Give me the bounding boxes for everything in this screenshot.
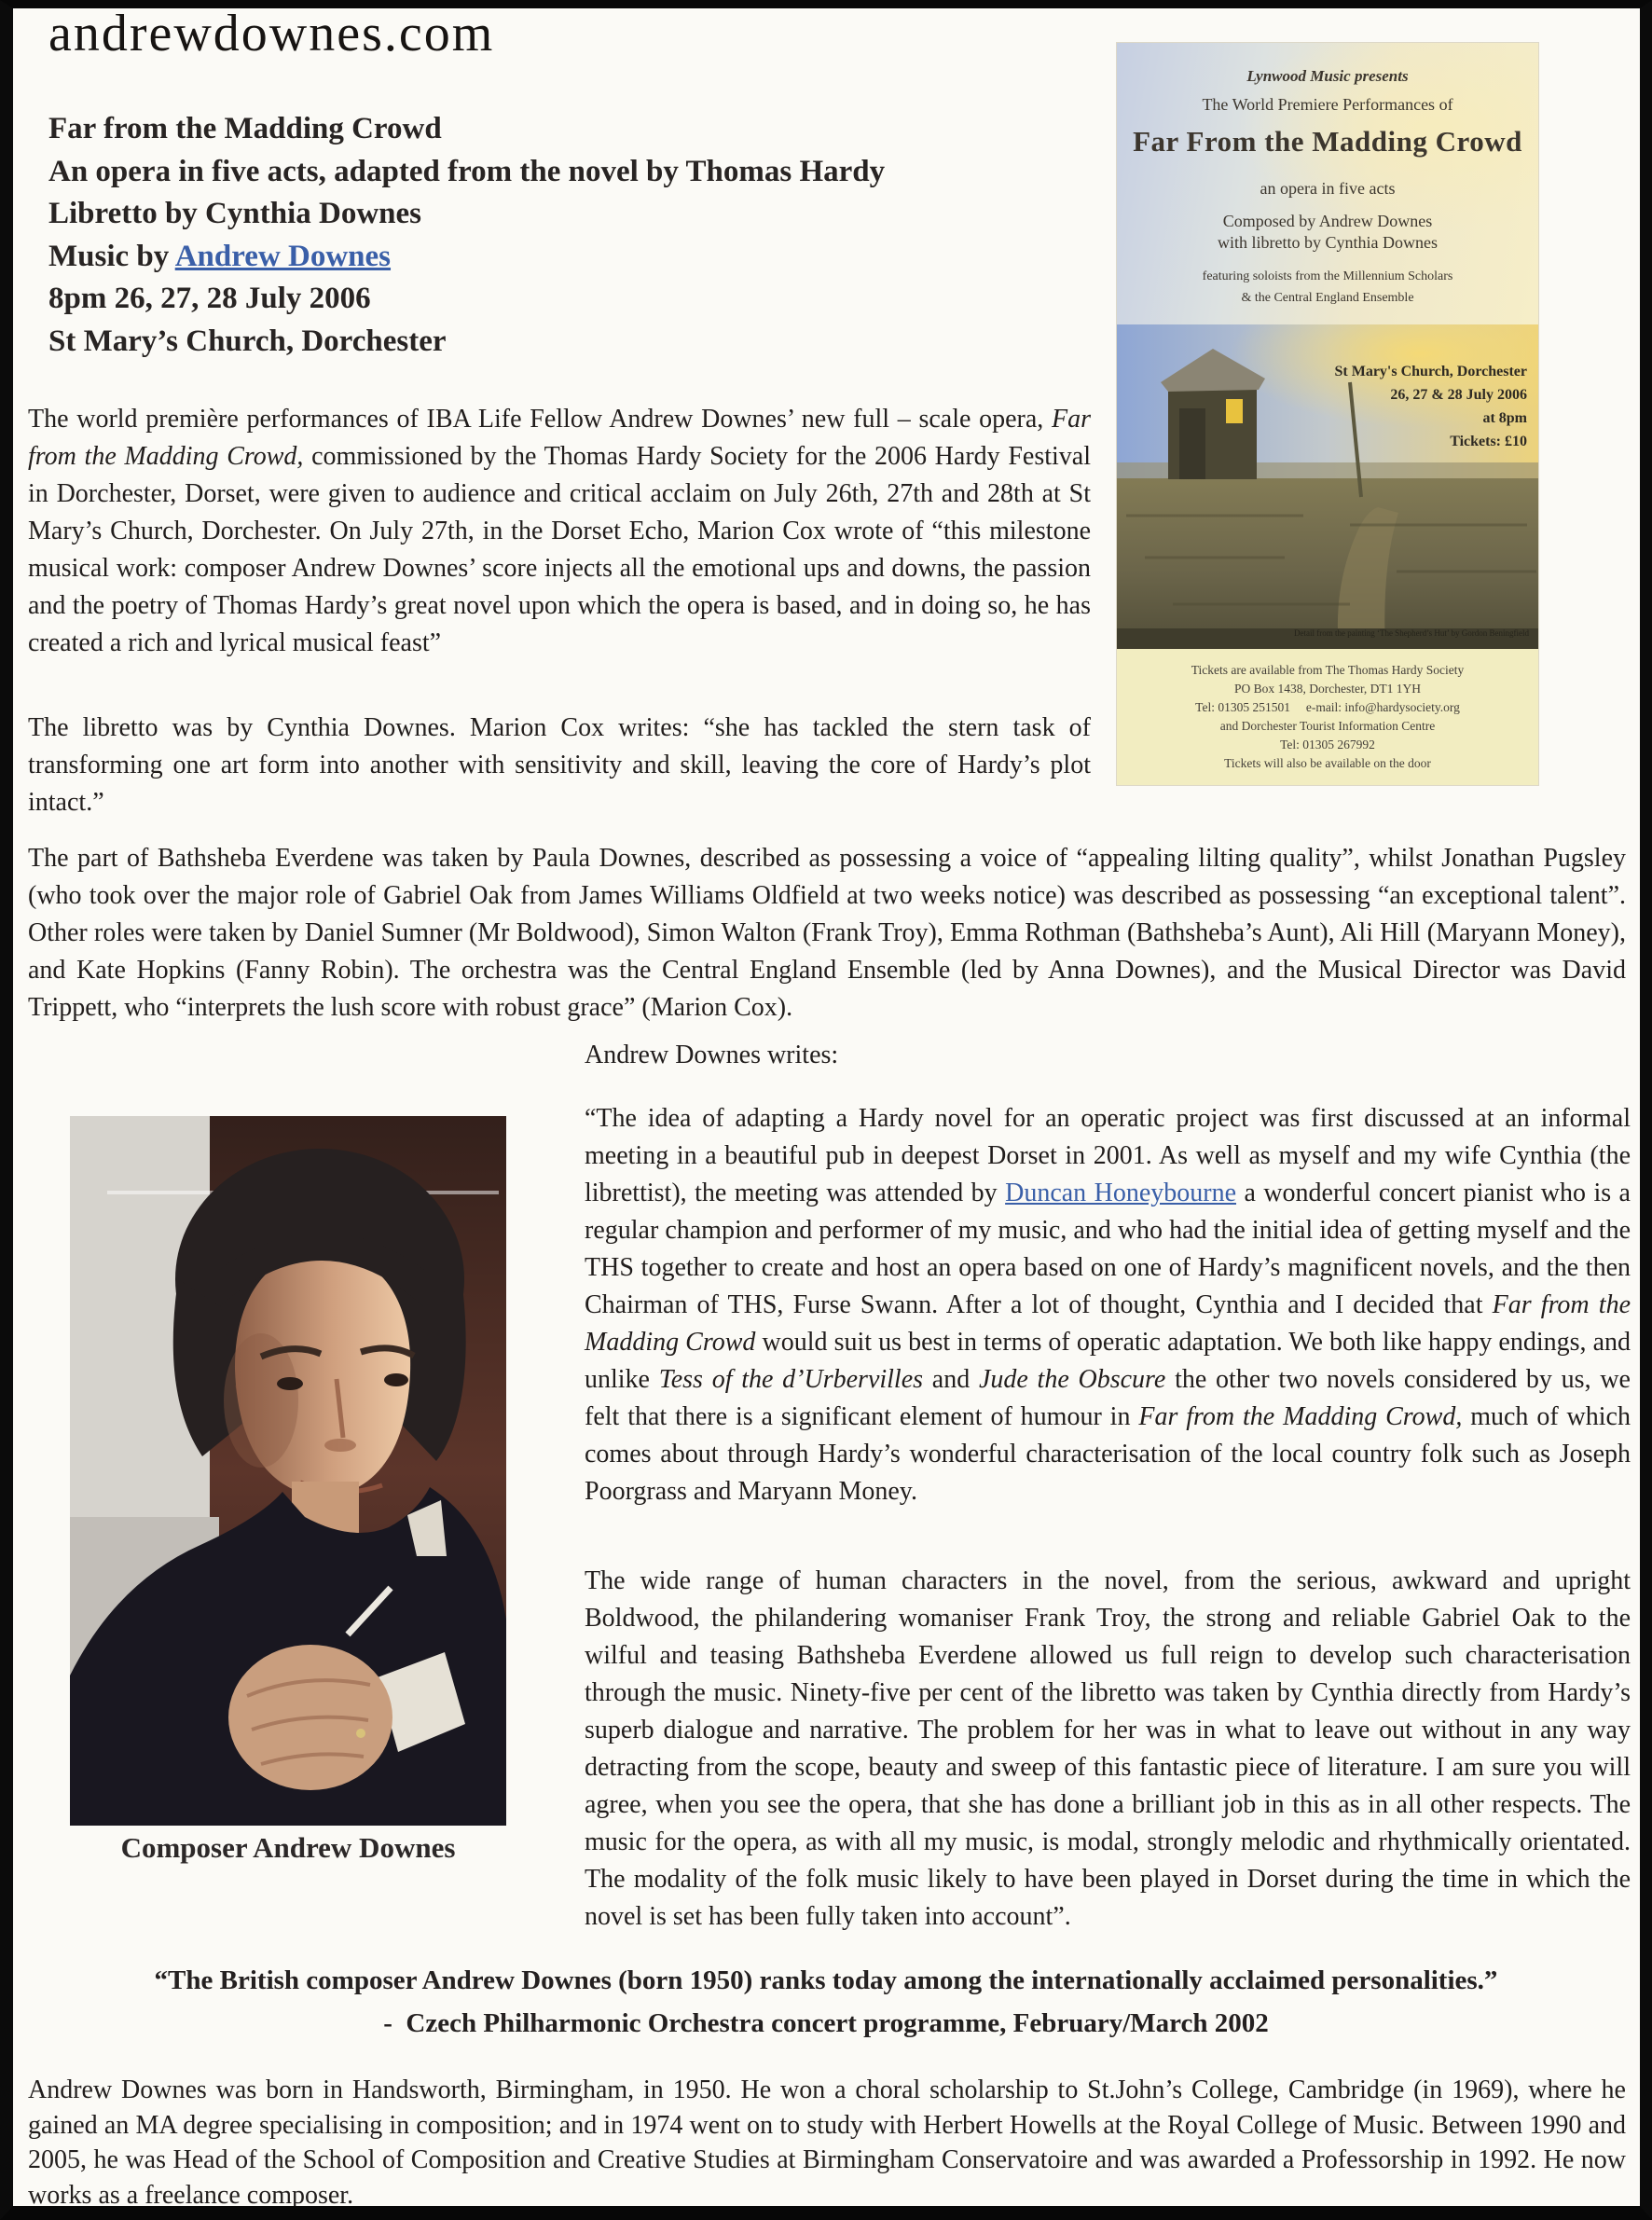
ticket-info-line: and Dorchester Tourist Information Centre	[1219, 719, 1436, 733]
cast-paragraph: The part of Bathsheba Everdene was taken by Paula Downes, described as possessing a voice of “appealing lilting quality”, whilst Jonathan Pugsley (who took over the major role of Gabriel Oak from James Williams Oldfield at two weeks notice) was described as possessing “an exceptional talent”. Other roles were taken by Daniel Sumner (Mr Boldwood), Simon Walton (Frank Troy), Emma Rothman (Bathsheba’s Aunt), Ali Hill (Maryann Money), and Kate Hopkins (Fanny Robin). The orchestra was the Central England Ensemble (led by Anna Downes), and the Musical Director was David Trippett, who “interprets the lush score with robust grace” (Marion Cox).	[28, 844, 1626, 1022]
intro-paragraph-1	[28, 401, 1091, 662]
text-segment: Jude the Obscure	[978, 1365, 1166, 1394]
libretto-credit: Libretto by Cynthia Downes	[48, 197, 422, 230]
poster-title: Far From the Madding Crowd	[1133, 125, 1522, 158]
poster-painting-credit: Detail from the painting ‘The Shepherd’s Hut’ by Gordon Beningfield	[1293, 628, 1529, 638]
text-segment: Tess of the d’Urbervilles	[658, 1365, 924, 1394]
text-segment: a wonderful concert pianist who is a regular champion and performer of my music, and who had the initial idea of getting myself and the THS together to create and host an opera based on one of Hardy’s magnificent novels, and the then Chairman of THS, Furse Swann. After a lot of thought, Cynthia and I decided that	[585, 1179, 1631, 1319]
title-block	[48, 108, 1074, 363]
biography-paragraph: Andrew Downes was born in Handsworth, Birmingham, in 1950. He won a choral scholarship to St.John’s College, Cambridge (in 1969), where he gained an MA degree specialising in composition; and in 1974 went on to study with Herbert Howells at the Royal College of Music. Between 1990 and 2005, he was Head of the School of Composition and Creative Studies at Birmingham Conservatoire and was awarded a Professorship in 1992. He now works as a freelance composer.	[28, 2075, 1626, 2210]
text-segment: “The idea of adapting a Hardy novel for an operatic project was first discussed at an informal meeting in a beautiful pub in deepest Dorset in 2001. As well as myself and my wife Cynthia (the librettist), the meeting was attended by	[585, 1104, 1631, 1207]
composer-writes-heading: Andrew Downes writes:	[585, 1041, 839, 1069]
opera-title: Far from the Madding Crowd	[48, 112, 442, 145]
duncan-honeybourne-link[interactable]: Duncan Honeybourne	[1005, 1179, 1237, 1207]
text-segment: the other two novels considered by us, we felt that there is a significant element of humour in	[585, 1365, 1631, 1431]
text-segment: Far from the Madding Crowd,	[28, 405, 1091, 471]
poster-composer-credit: Composed by Andrew Downes	[1222, 212, 1433, 230]
poster-featuring-line2: & the Central England Ensemble	[1241, 291, 1414, 305]
pull-quote-text: “The British composer Andrew Downes (born 1950) ranks today among the internationally acclaimed personalities.”	[154, 1965, 1498, 1995]
photo-caption: Composer Andrew Downes	[120, 1831, 456, 1864]
ticket-info-line: Tel: 01305 267992	[1280, 738, 1375, 751]
poster-venue-block	[1247, 360, 1527, 453]
pull-quote-attribution: - Czech Philharmonic Orchestra concert programme, February/March 2002	[383, 2008, 1269, 2038]
ticket-info-line: Tickets will also be available on the door	[1224, 756, 1431, 770]
poster-subtitle: an opera in five acts	[1260, 179, 1396, 198]
poster-presenter: Lynwood Music presents	[1246, 67, 1409, 85]
andrew-downes-link[interactable]: Andrew Downes	[174, 239, 392, 273]
poster-ticket-info	[1117, 649, 1538, 785]
composer-photo	[70, 1116, 506, 1826]
poster-premiere-line: The World Premiere Performances of	[1202, 95, 1453, 114]
ticket-info-line: Tel: 01305 251501 e-mail: info@hardysociety.org	[1195, 700, 1460, 714]
text-segment: Far from the Madding Crowd,	[1138, 1402, 1463, 1431]
composer-quote-paragraph-2: The wide range of human characters in the novel, from the serious, awkward and upright Boldwood, the philandering womaniser Frank Troy, the strong and reliable Gabriel Oak to the wilful and teasing Bathsheba Everdene allowed us full reign to develop such characterisation through the music. Ninety-five per cent of the libretto was taken by Cynthia directly from Hardy’s superb dialogue and narrative. The problem for her was in what to leave out without in any way detracting from the scope, beauty and sweep of this fantastic piece of literature. I am sure you will agree, when you see the opera, that she has done a brilliant job in this as in all other respects. The music for the opera, as with all my music, is modal, strongly melodic and rhythmically orientated. The modality of the folk music likely to have been played in Dorset during the time in which the novel is set has been fully taken into account”.	[585, 1566, 1631, 1931]
text-segment: and	[923, 1365, 979, 1394]
poster-header-area	[1117, 43, 1538, 324]
text-segment: commissioned by the Thomas Hardy Society for the 2006 Hardy Festival in Dorchester, Dorset, were given to audience and critical acclaim on July 26th, 27th and 28th at St Mary’s Church, Dorchester. On July 27th, in the Dorset Echo, Marion Cox wrote of “this milestone musical work: composer Andrew Downes’ score injects all the emotional ups and downs, the passion and the poetry of Thomas Hardy’s great novel upon which the opera is based, and in doing so, he has created a rich and lyrical musical feast”	[28, 442, 1091, 657]
site-title: andrewdownes.com	[48, 5, 495, 62]
ticket-info-line: PO Box 1438, Dorchester, DT1 1YH	[1233, 682, 1422, 696]
opera-subtitle: An opera in five acts, adapted from the novel by Thomas Hardy	[48, 154, 886, 188]
text-segment: Far from the Madding Crowd	[585, 1290, 1631, 1357]
poster-featuring-line1: featuring soloists from the Millennium Scholars	[1202, 269, 1453, 283]
performance-datetime: 8pm 26, 27, 28 July 2006	[48, 282, 371, 315]
ticket-info-line: Tickets are available from The Thomas Hardy Society	[1191, 663, 1465, 677]
composer-quote-paragraph-1	[585, 1100, 1631, 1510]
intro-paragraph-2: The libretto was by Cynthia Downes. Marion Cox writes: “she has tackled the stern task of transforming one art form into another with sensitivity and skill, leaving the core of Hardy’s plot intact.”	[28, 713, 1091, 817]
poster-venue-price: Tickets: £10	[1450, 434, 1527, 449]
event-poster	[1117, 43, 1538, 785]
poster-venue-time: at 8pm	[1482, 410, 1527, 426]
poster-venue-dates: 26, 27 & 28 July 2006	[1390, 387, 1527, 403]
music-credit-prefix: Music by	[48, 239, 175, 273]
poster-libretto-credit: with libretto by Cynthia Downes	[1218, 233, 1438, 252]
text-segment: The world première performances of IBA Life Fellow Andrew Downes’ new full – scale opera,	[28, 405, 1052, 434]
text-segment: much of which comes about through Hardy’s wonderful characterisation of the local country folk such as Joseph Poorgrass and Maryann Money.	[585, 1402, 1631, 1506]
performance-venue: St Mary’s Church, Dorchester	[48, 324, 447, 358]
text-segment: would suit us best in terms of operatic adaptation. We both like happy endings, and unlike	[585, 1328, 1631, 1394]
music-credit	[48, 236, 1074, 279]
poster-venue-name: St Mary's Church, Dorchester	[1334, 364, 1527, 379]
pull-quote	[0, 1959, 1652, 2045]
